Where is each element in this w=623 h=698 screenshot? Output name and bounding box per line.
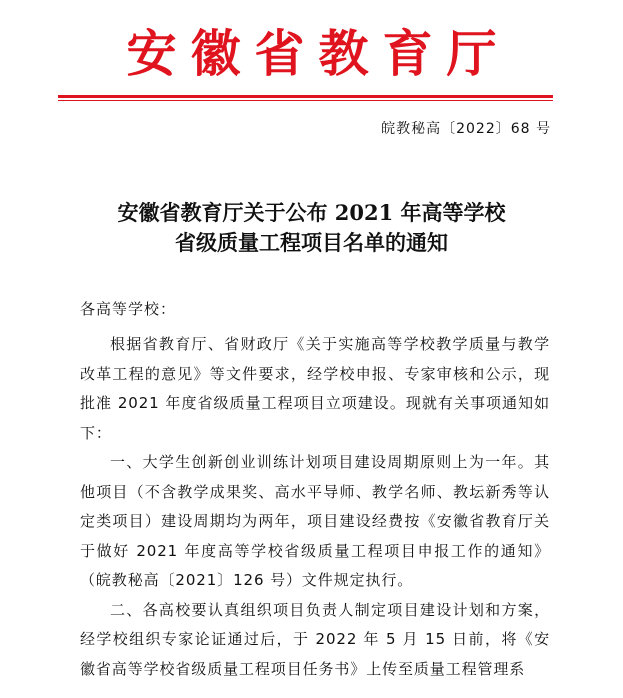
salutation: 各高等学校： xyxy=(80,300,177,318)
masthead-rule-thin xyxy=(58,100,553,101)
document-title-line-2: 省级质量工程项目名单的通知 xyxy=(175,230,448,255)
document-number: 皖教秘高〔2022〕68 号 xyxy=(381,121,551,137)
paragraph-2: 一、大学生创新创业训练计划项目建设周期原则上为一年。其他项目（不含教学成果奖、高水平导师、教学名师、教坛新秀等认定类项目）建设周期均为两年，项目建设经费按《安徽省教育厅关于做好 2021 年度高等学校省级质量工程项目申报工作的通知》（皖教秘高〔2021〕126 号）文件规定执行。 xyxy=(80,453,550,589)
paragraph-3: 二、各高校要认真组织项目负责人制定项目建设计划和方案，经学校组织专家论证通过后，于 2022 年 5 月 15 日前，将《安徽省高等学校省级质量工程项目任务书》上传至质量工程管理系 xyxy=(80,600,550,678)
paragraph-1: 根据省教育厅、省财政厅《关于实施高等学校教学质量与教学改革工程的意见》等文件要求，经学校申报、专家审核和公示，现批准 2021 年度省级质量工程项目立项建设。现就有关事项通知如下： xyxy=(80,335,550,442)
document-title-line-1: 安徽省教育厅关于公布 2021 年高等学校 xyxy=(117,200,506,225)
document-body xyxy=(80,330,550,684)
masthead-title: 安徽省教育厅 xyxy=(126,24,511,83)
masthead-rule-thick xyxy=(58,95,553,98)
